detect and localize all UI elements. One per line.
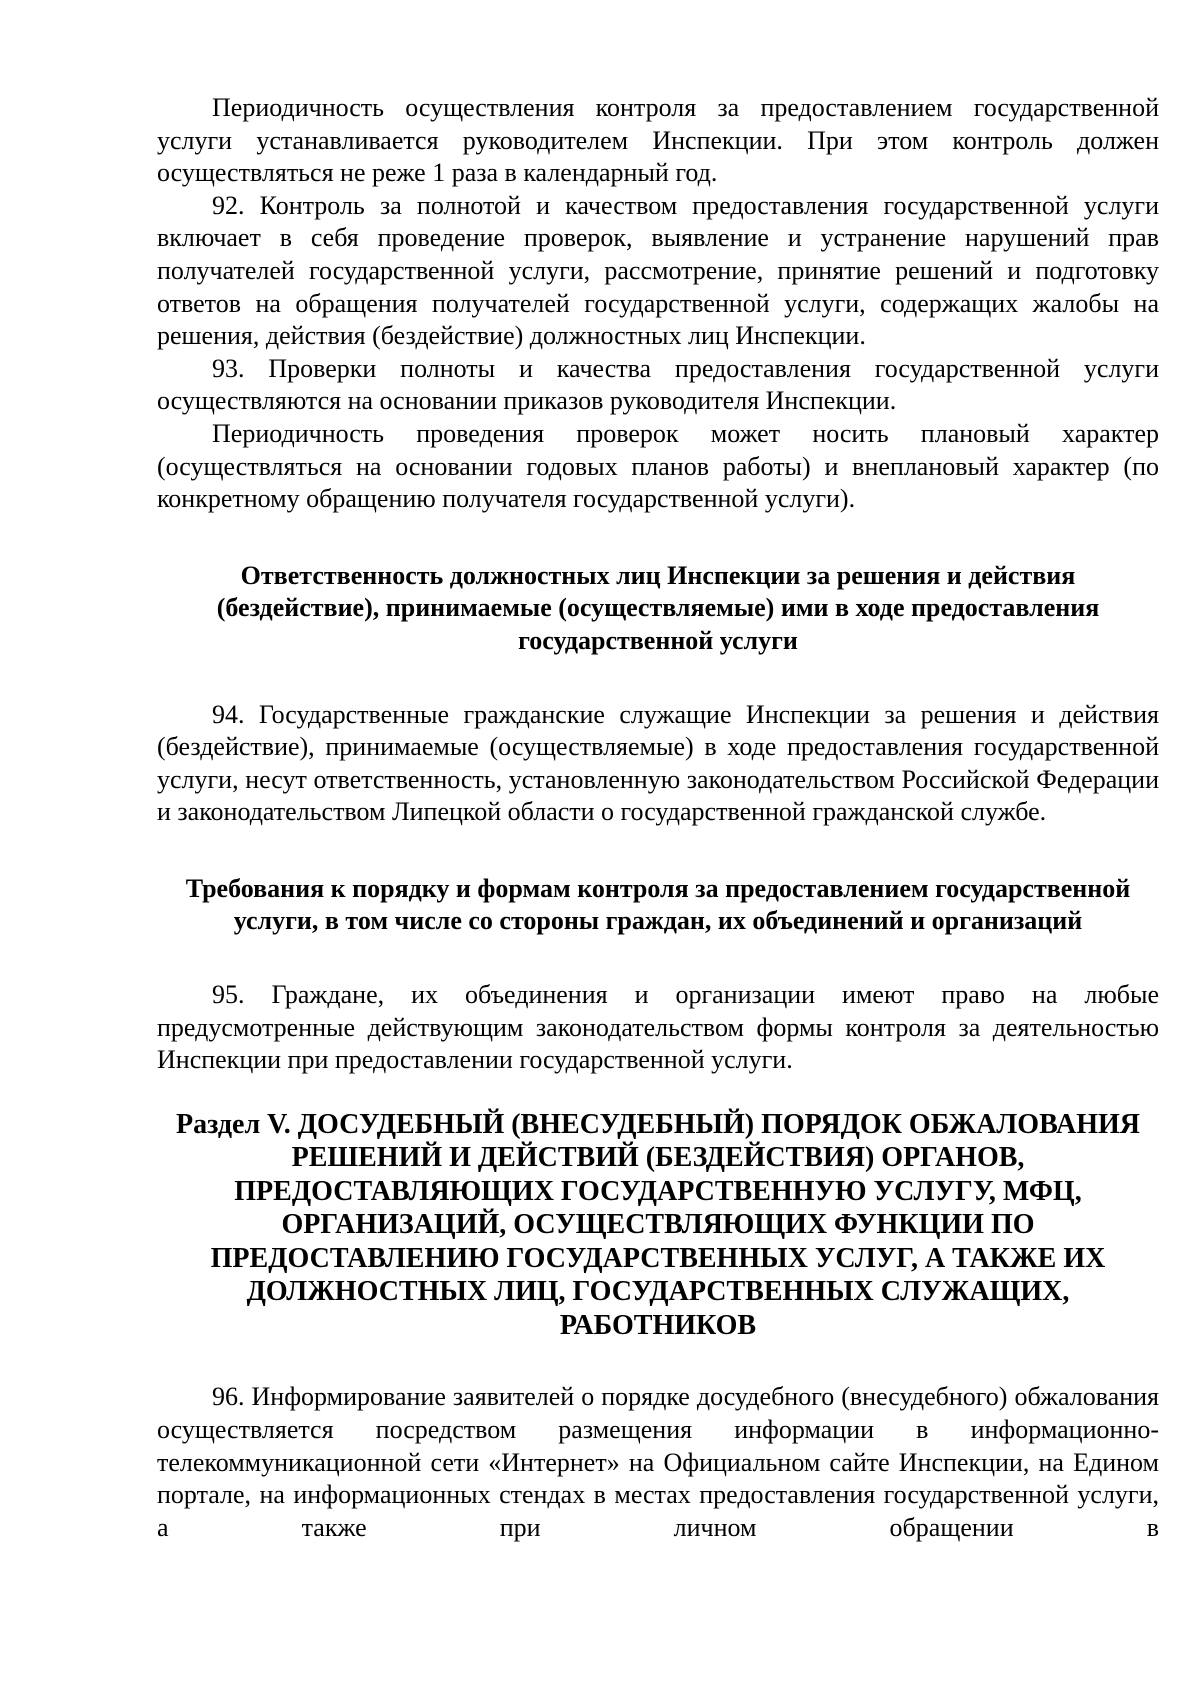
- heading-control-requirements: Требования к порядку и формам контроля за предоставлением государственной услуги, в том числе со стороны граждан, их объединений и организаций: [185, 873, 1131, 936]
- paragraph-94: 94. Государственные гражданские служащие Инспекции за решения и действия (бездействие), принимаемые (осуществляемые) в ходе предоставления государственной услуги, несут ответственность, установленную законодательством Российской Федерации и законодательством Липецкой области о государственной гражданской службе.: [157, 699, 1159, 827]
- paragraph-95: 95. Граждане, их объединения и организации имеют право на любые предусмотренные действующим законодательством формы контроля за деятельностью Инспекции при предоставлении государственной услуги.: [157, 980, 1159, 1075]
- paragraph-93: 93. Проверки полноты и качества предоставления государственной услуги осуществляются на основании приказов руководителя Инспекции.: [157, 353, 1159, 416]
- paragraph-periodicity-checks: Периодичность проведения проверок может носить плановый характер (осуществляться на основании годовых планов работы) и внеплановый характер (по конкретному обращению получателя государственной услуги).: [157, 418, 1159, 514]
- document-page: [157, 92, 1159, 1544]
- section-5-title: Раздел V. ДОСУДЕБНЫЙ (ВНЕСУДЕБНЫЙ) ПОРЯДОК ОБЖАЛОВАНИЯ РЕШЕНИЙ И ДЕЙСТВИЙ (БЕЗДЕЙСТВИЯ) ОРГАНОВ, ПРЕДОСТАВЛЯЮЩИХ ГОСУДАРСТВЕННУЮ УСЛУГУ, МФЦ, ОРГАНИЗАЦИЙ, ОСУЩЕСТВЛЯЮЩИХ ФУНКЦИИ ПО ПРЕДОСТАВЛЕНИЮ ГОСУДАРСТВЕННЫХ УСЛУГ, А ТАКЖЕ ИХ ДОЛЖНОСТНЫХ ЛИЦ, ГОСУДАРСТВЕННЫХ СЛУЖАЩИХ, РАБОТНИКОВ: [176, 1108, 1140, 1341]
- heading-responsibility: Ответственность должностных лиц Инспекции за решения и действия (бездействие), принимаемые (осуществляемые) ими в ходе предоставления государственной услуги: [216, 560, 1100, 655]
- paragraph-96: 96. Информирование заявителей о порядке досудебного (внесудебного) обжалования осуществляется посредством размещения информации в информационно-телекоммуникационной сети «Интернет» на Официальном сайте Инспекции, на Едином портале, на информационных стендах в местах предоставления государственной услуги, а также при личном обращении в: [157, 1382, 1159, 1542]
- paragraph-periodicity-control: Периодичность осуществления контроля за предоставлением государственной услуги устанавливается руководителем Инспекции. При этом контроль должен осуществляться не реже 1 раза в календарный год.: [157, 93, 1159, 188]
- paragraph-92: 92. Контроль за полнотой и качеством предоставления государственной услуги включает в себя проведение проверок, выявление и устранение нарушений прав получателей государственной услуги, рассмотрение, принятие решений и подготовку ответов на обращения получателей государственной услуги, содержащих жалобы на решения, действия (бездействие) должностных лиц Инспекции.: [157, 190, 1159, 351]
